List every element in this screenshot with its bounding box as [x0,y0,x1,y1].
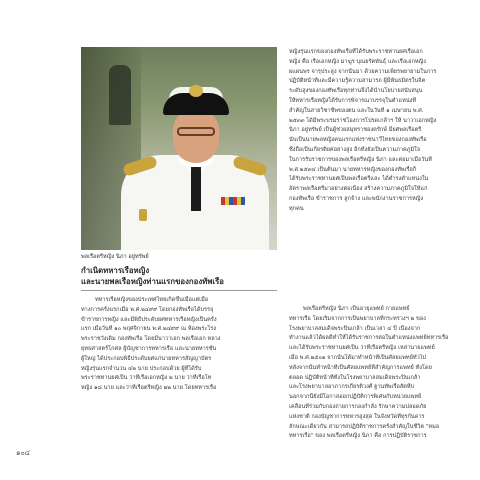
text-line: ตลอด ปฏิบัติหน้าที่ทั้งในโรงพยาบาลสมเด็จพระปิ่นเกล้า [289,374,421,381]
text-line: ปฏิบัติหน้าที่และมีความรู้ความสามารถ ผู้มีพันธมิตรในจิต [289,78,426,85]
heading-line-2: และนายพลเรือหญิงท่านแรกของกองทัพเรือ [81,277,224,286]
text-line: นิภา อยู่ทรัพย์ เป็นผู้ช่วยสมุหราชองครักษ์ มียศพลเรือตรี [289,127,422,134]
text-line: หญิง ๑๘ นาย และว่าที่เรือตรีหญิง ๒๒ นาย โดยทหารเรือ [81,385,217,392]
text-line: สำคัญในสายวิชาชีพของตน และในวันที่ ๑ เมษายน พ.ศ. [289,107,424,114]
text-line: และได้รับพระราชทานยศเป็น ว่าที่เรือตรีหญิง เหล่านายแพทย์ [289,345,435,352]
text-line: ทางการครั้งแรกเมื่อ พ.ศ.๒๔๙๙ โดยกองทัพเรือได้บรรจุ [81,306,214,313]
text-line: นับเป็นนายพลหญิงคนแรกแห่งราชนาวีไทยของกองทัพเรือ [289,137,427,144]
text-line: แรก เมื่อวันที่ ๑๐ พฤศจิกายน พ.ศ.๒๔๙๙ ณ ห้องพระโรง [81,326,217,333]
text-line: ทำงานแล้วได้ผลดีทำให้ได้รับราชการต่อในตำแหน่งแพทย์ทหารเรือ [289,335,449,342]
text-line: เมื่อ พ.ศ.๒๕๐๑ จากนั้นได้มาทำหน้าที่เป็นศัลยแพทย์ทั่วไป [289,354,427,361]
text-line: ได้รับพระราชทานยศเป็นพลเรือตรีและ ได้ตำรงตำแหน่งใน [289,176,429,183]
text-line: กองทัพเรือ ข้าราชการ ลูกจ้าง และพนักงานราชการหญิง [289,195,424,202]
text-line: พลเรือตรีหญิง นิภา เป็นอายุแพทย์ กายแพทย์ [303,306,410,312]
text-line: ทหารเรือหญิงของประเทศไทยเกิดขึ้นเมื่อแต่เมื่อ [95,297,209,303]
text-line: ผู้ใหญ่ ได้ประกอบพิธีประดับยศแก่นายทหารสัญญาบัตร [81,355,212,362]
text-line: หญิง คือ เรือเอกหญิง มาฆูร บุณยรัตพันธุ์ และเรือเอกหญิง [289,58,427,65]
right-column-paragraph-1 [289,48,462,215]
right-column-paragraph-2 [289,305,462,442]
text-line: ทหารเรือ" ของ พลเรือตรีหญิง นิภา คือ การปฏิบัติราชการ [289,433,427,440]
text-line: ซึ่งถือเป็นเกียรติยศอย่างสูง อีกทั้งยังเป็นความภาคภูมิใจ [289,146,421,153]
text-line: ผแผนพร จารุประสูง จากนั้นมา ด้วยความเพียรพยายามในการ [289,68,437,75]
text-line: ๒๕๓๓ ได้มีพระบรมราชโองการโปรดเกล้าฯ ให้ นาวาเอกหญิง [289,117,437,124]
text-line: และโรงพยาบาลอาภากรเกียรติวงศ์ ฐานทัพเรือสัตหีบ [289,384,415,391]
text-line: นอกจากนี้ยังมีโอกาสออกปฏิบัติการพิเศษกับหน่วยแพทย์ [289,394,422,401]
text-line: หญิงรุ่นแรกจำนวน ๔๒ นาย ประกอบด้วย ผู้ที่ได้รับ [81,365,202,372]
section-heading [81,265,277,287]
text-line: หญิงรุ่นแรกของกองทัพเรือที่ได้รับพระราชทานยศเรือเอก [289,49,423,55]
photo-caption: พลเรือตรีหญิง นิภา อยู่ทรัพย์ [81,254,149,260]
text-line: อัตราพลเรือตรีมาอย่างต่อเนื่อง สร้างความภาคภูมิใจให้แก่ [289,186,428,193]
text-line: พระราชวังเดิม กองทัพเรือ โดยมีนาวาเอก พลเรือเอก หลวง [81,336,221,343]
heading-line-1: กำเนิดทหารเรือหญิง [81,266,150,275]
text-line: พ.ศ.๒๕๓๔ เป็นต้นมา นายทหารหญิงของกองทัพเรือก็ [289,166,417,173]
text-line: ยุทธศาสตร์โกศล ผู้บัญชาการทหารเรือ และนายทหารชั้น [81,345,217,352]
text-line: ระดับสูงของกองทัพเรือทุกท่านจึงได้นำนโยบายสนับสนุน [289,88,423,95]
page-number: ๑๐๔ [16,449,31,457]
text-line: แห่งชาติ กองบัญชาการทหารสูงสุด ในจังหวัดที่ทุรกันดาร [289,413,425,420]
portrait-photo [81,47,277,250]
text-line: หลังจากนั้นทำหน้าที่เป็นศัลยแพทย์ที่สำคัญการแพทย์ ทั้งโดย [289,364,432,371]
text-line: ข้าราชการหญิง และมีพิธีประดับยศทหารเรือหญิงเป็นครั้ง [81,316,217,323]
text-line: ให้ทหารเรือหญิงได้รับการพิจารณาบรรจุในตำแหน่งที่ [289,97,417,104]
text-line: ในการรับราชการของพลเรือตรีหญิง นิภา และต่อมาเมื่อวันที่ [289,156,432,163]
text-line: เคลื่อนที่ร่วมกับกองถ่ายการกองกำลัง รักษาความปลอดภัย [289,403,427,410]
text-line: ทุกคน [289,205,304,212]
heading-divider [81,290,277,291]
text-line: ทหารเรือ โดยเริ่มจากการเป็นพยาบาลที่กระทรวงฯ ๒ ของ [289,315,426,322]
text-line: ลักษณะเดียวกัน สามารถปฏิบัติราชการครั้งสำคัญในชีวิต "หมอ [289,423,440,430]
text-line: พระราชทานยศเป็น ว่าที่เรือเอกหญิง ๒ นาย ว่าที่เรือโท [81,375,212,382]
text-line: โรงพยาบาลสมเด็จพระปิ่นเกล้า เป็นเวลา ๔ ปี เนื่องจาก [289,325,421,332]
left-column-text [81,296,279,394]
